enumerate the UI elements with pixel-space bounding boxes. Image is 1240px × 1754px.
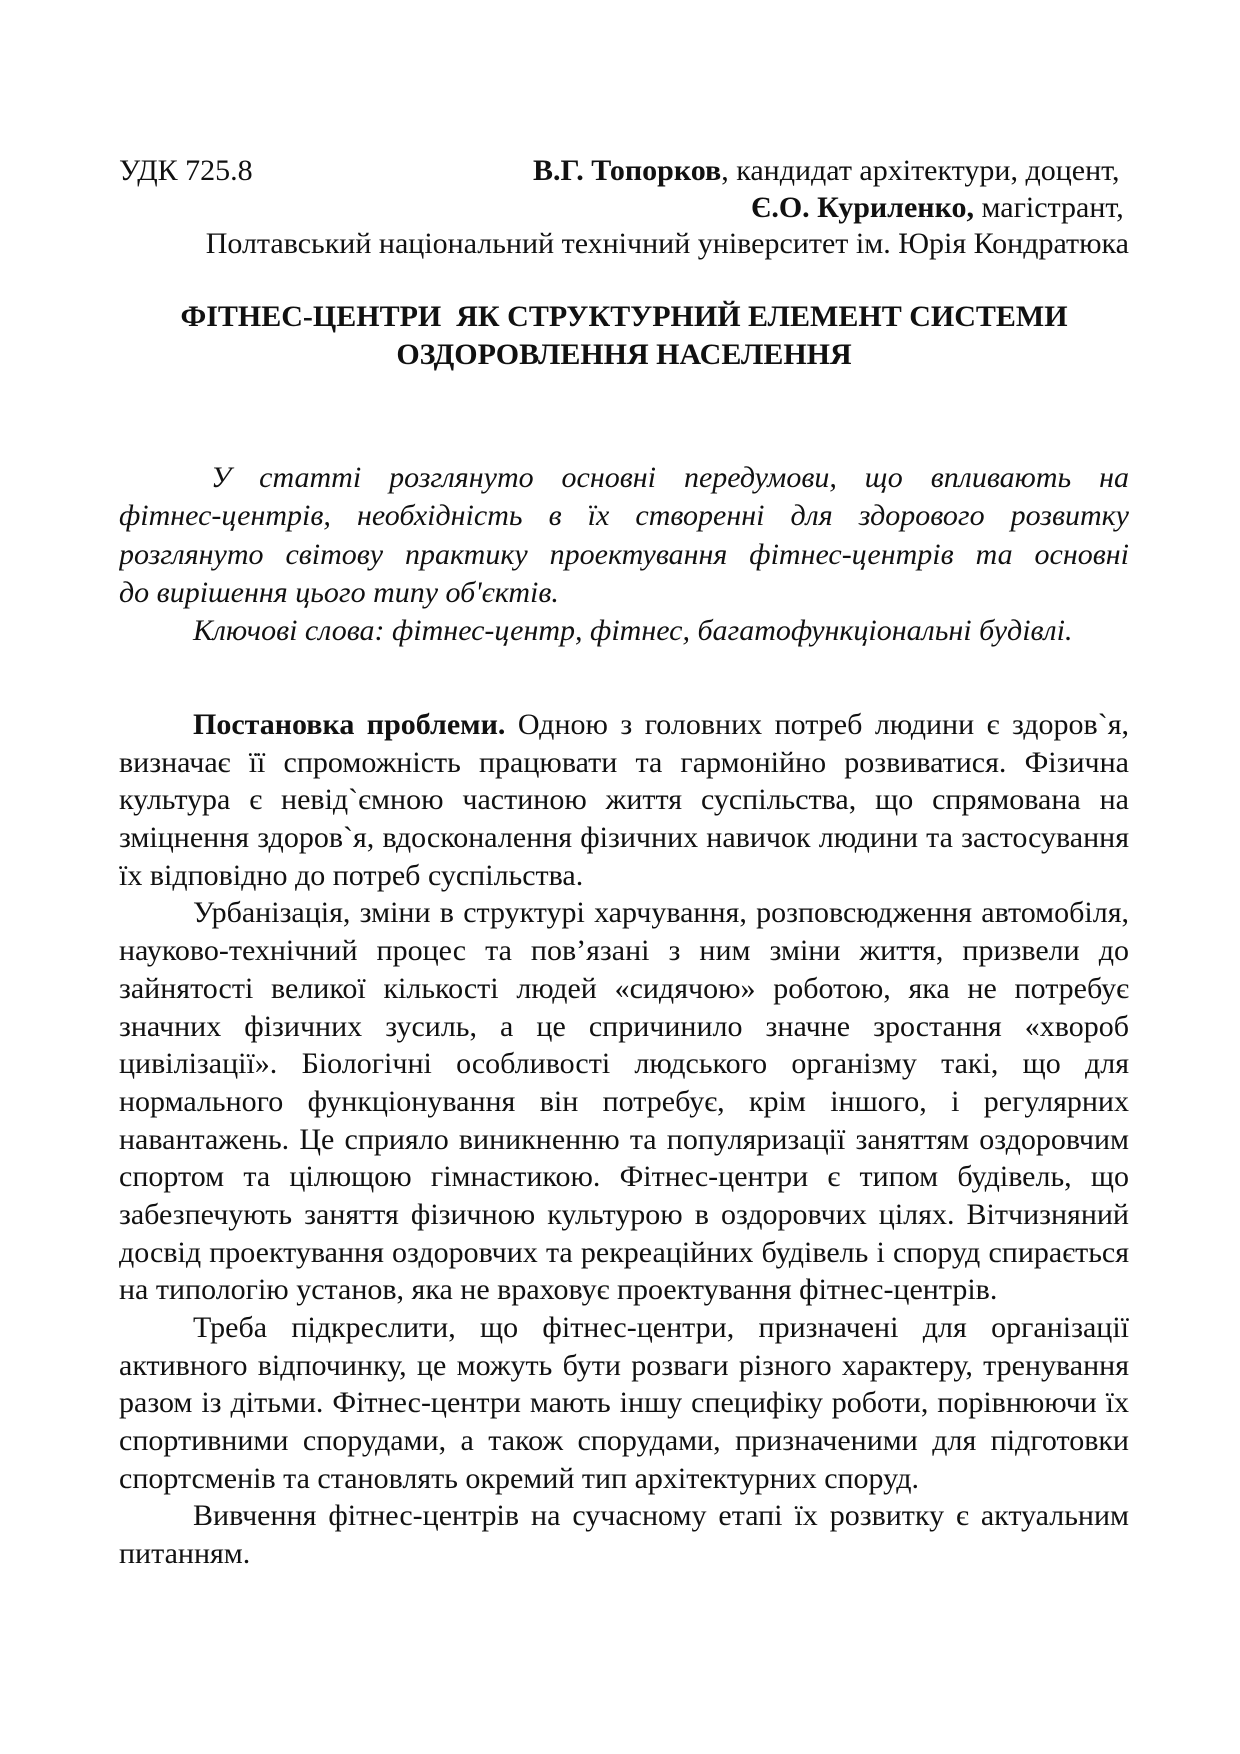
section-lead: Постановка проблеми. [193, 708, 506, 741]
article-title [119, 298, 1129, 374]
paragraph [119, 894, 1129, 1309]
body-text: Одною з головних потреб людини є здоров`я, [517, 708, 1129, 741]
paragraph [119, 706, 1129, 894]
body-line: Треба підкреслити, що фітнес-центри, призначені для організації [193, 1311, 1129, 1344]
abstract-line: У статті розглянуто основні передумови, що впливають на [211, 461, 1129, 494]
udc-code: УДК 725.8 [119, 154, 253, 187]
body-line: питанням. [119, 1537, 251, 1571]
body-line: їх відповідно до потреб суспільства. [119, 858, 584, 892]
title-line-2: ОЗДОРОВЛЕННЯ НАСЕЛЕННЯ [396, 338, 852, 371]
header-line-1 [119, 153, 1129, 190]
author-1-role: , кандидат архітектури, доцент, [721, 154, 1120, 187]
body-line: Урбанізація, зміни в структурі харчування, розповсюдження автомобіля, [193, 896, 1129, 930]
keywords-label: Ключові слова [193, 614, 375, 648]
article-body [119, 706, 1129, 1573]
body-line [119, 706, 1129, 744]
body-line: значних фізичних зусиль, а це спричинило значне зростання «хвороб [119, 1009, 1129, 1043]
article-header [119, 153, 1129, 263]
body-line: спортивними спорудами, а також спорудами, призначеними для підготовки [119, 1424, 1129, 1458]
keywords [119, 612, 1129, 650]
title-line-1: ФІТНЕС-ЦЕНТРИ ЯК СТРУКТУРНИЙ ЕЛЕМЕНТ СИСТЕМИ [180, 300, 1068, 333]
body-line: забезпечують заняття фізичною культурою в оздоровчих цілях. Вітчизняний [119, 1197, 1129, 1231]
author-1-name: В.Г. Топорков [533, 154, 722, 187]
body-line: зайнятості великої кількості людей «сидячою» роботою, яка не потребує [119, 971, 1129, 1005]
body-line: навантажень. Це сприяло виникненню та популяризації заняттям оздоровчим [119, 1122, 1129, 1156]
body-line: Вивчення фітнес-центрів на сучасному етапі їх розвитку є актуальним [193, 1499, 1129, 1533]
body-line: досвід проектування оздоровчих та рекреаційних будівель і споруд спирається [119, 1235, 1129, 1269]
paragraph [119, 1497, 1129, 1572]
body-line: зміцнення здоров`я, вдосконалення фізичних навичок людини та застосування [119, 821, 1129, 855]
body-line: спортом та цілющою гімнастикою. Фітнес-центри є типом будівель, що [119, 1160, 1129, 1194]
affiliation: Полтавський національний технічний університет ім. Юрія Кондратюка [205, 227, 1129, 260]
body-line: культура є невід`ємною частиною життя суспільства, що спрямована на [119, 783, 1129, 817]
body-line: спортсменів та становлять окремий тип архітектурних споруд. [119, 1461, 920, 1495]
body-line: визначає її спроможність працювати та гармонійно розвиватися. Фізична [119, 745, 1129, 779]
body-line: науково-технічний процес та пов’язані з ним зміни життя, призвели до [119, 934, 1129, 968]
author-2-role: магістрант, [973, 190, 1124, 224]
body-line: разом із дітьми. Фітнес-центри мають іншу специфіку роботи, порівнюючи їх [119, 1386, 1129, 1420]
body-line: цивілізації». Біологічні особливості людського організму такі, що для [119, 1047, 1129, 1081]
author-2 [119, 190, 1129, 227]
keywords-list: : фітнес-центр, фітнес, багатофункціональні будівлі. [374, 614, 1073, 648]
abstract-line: до вирішення цього типу об'єктів. [119, 575, 559, 609]
body-line: нормального функціонування він потребує, крім іншого, і регулярних [119, 1084, 1129, 1118]
abstract-line: фітнес-центрів, необхідність в їх створенні для здорового розвитку [119, 499, 1129, 533]
body-line: активного відпочинку, це можуть бути розваги різного характеру, тренування [119, 1348, 1129, 1382]
abstract-line: розглянуто світову практику проектування фітнес-центрів та основні [119, 537, 1129, 571]
abstract [119, 459, 1129, 650]
author-1 [533, 153, 1120, 190]
author-2-name: Є.О. Куриленко, [751, 190, 974, 224]
body-line: на типологію установ, яка не враховує проектування фітнес-центрів. [119, 1273, 998, 1307]
paragraph [119, 1309, 1129, 1497]
